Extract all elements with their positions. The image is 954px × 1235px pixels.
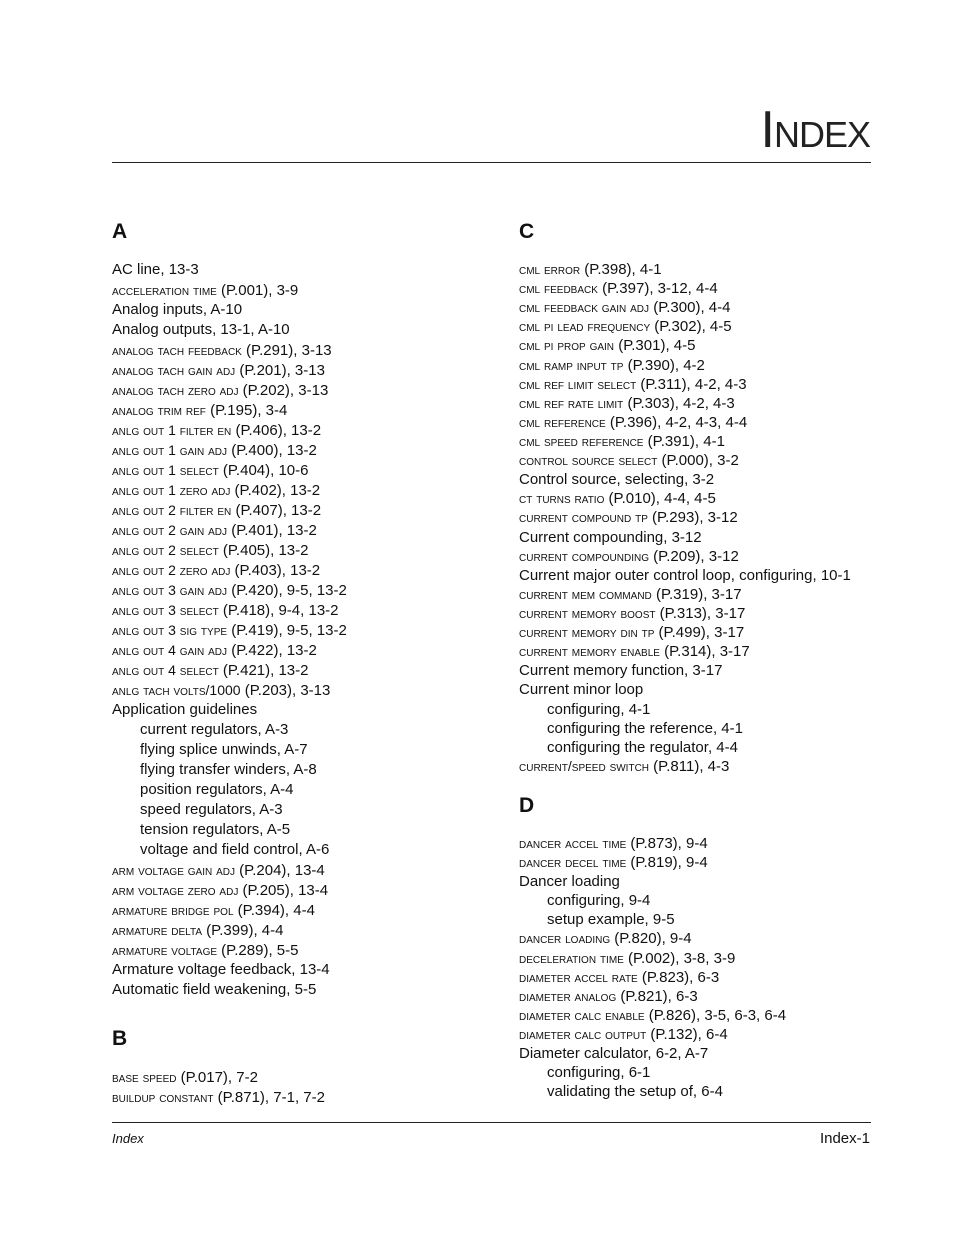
entry-text: tension regulators, A-5 bbox=[140, 821, 291, 838]
index-entry bbox=[519, 260, 879, 279]
entry-text: (P.303), 4-2, 4-3 bbox=[623, 394, 735, 412]
index-entry bbox=[519, 968, 879, 987]
parameter-name: anlg out 4 gain adj bbox=[112, 642, 228, 658]
entry-text: Analog inputs, A-10 bbox=[112, 301, 243, 318]
parameter-name: armature bridge pol bbox=[112, 902, 234, 918]
parameter-name: anlg out 2 filter en bbox=[112, 502, 232, 518]
section-d-entries bbox=[519, 834, 879, 1101]
parameter-name: diameter calc output bbox=[519, 1025, 647, 1042]
entry-text: (P.319), 3-17 bbox=[651, 585, 742, 603]
parameter-name: control source select bbox=[519, 452, 658, 469]
index-entry bbox=[112, 900, 492, 920]
section-letter-a: A bbox=[112, 220, 128, 243]
section-letter-c: C bbox=[519, 220, 535, 243]
entry-text: setup example, 9-5 bbox=[547, 911, 675, 929]
index-entry bbox=[112, 860, 492, 880]
index-entry bbox=[519, 680, 879, 699]
parameter-name: cml error bbox=[519, 261, 581, 277]
parameter-name: anlg tach volts/1000 bbox=[112, 682, 241, 698]
parameter-name: armature voltage bbox=[112, 942, 218, 958]
index-subentry bbox=[112, 740, 492, 760]
parameter-name: current compound tp bbox=[519, 509, 648, 526]
parameter-name: dancer decel time bbox=[519, 854, 627, 871]
index-subentry bbox=[112, 840, 492, 860]
parameter-name: arm voltage gain adj bbox=[112, 862, 235, 878]
parameter-name: anlg out 3 sig type bbox=[112, 622, 228, 638]
footer-section-name: Index bbox=[112, 1131, 144, 1146]
entry-text: (P.204), 13-4 bbox=[234, 862, 325, 879]
entry-text: (P.314), 3-17 bbox=[659, 643, 750, 661]
index-entry bbox=[519, 1006, 879, 1025]
index-entry bbox=[519, 604, 879, 623]
index-entry bbox=[112, 980, 492, 1000]
parameter-name: anlg out 2 gain adj bbox=[112, 522, 228, 538]
index-entry bbox=[519, 1044, 879, 1063]
entry-text: (P.289), 5-5 bbox=[217, 942, 299, 959]
entry-text: configuring the regulator, 4-4 bbox=[547, 738, 738, 756]
parameter-name: deceleration time bbox=[519, 949, 624, 966]
index-entry bbox=[519, 661, 879, 680]
parameter-name: current compounding bbox=[519, 547, 649, 564]
entry-text: Current major outer control loop, configuring, 10-1 bbox=[519, 566, 851, 584]
entry-text: (P.819), 9-4 bbox=[626, 854, 708, 872]
index-entry bbox=[519, 528, 879, 547]
entry-text: (P.407), 13-2 bbox=[231, 502, 322, 519]
section-c-entries bbox=[519, 260, 879, 776]
index-entry bbox=[112, 340, 492, 360]
index-entry bbox=[112, 460, 492, 480]
parameter-name: current memory din tp bbox=[519, 624, 655, 641]
entry-text: (P.418), 9-4, 13-2 bbox=[218, 602, 339, 619]
index-entry bbox=[112, 1067, 492, 1087]
parameter-name: cml pi lead frequency bbox=[519, 318, 651, 335]
entry-text: (P.401), 13-2 bbox=[227, 522, 317, 539]
index-entry bbox=[519, 317, 879, 336]
parameter-name: acceleration time bbox=[112, 282, 217, 298]
entry-text: (P.396), 4-2, 4-3, 4-4 bbox=[605, 413, 748, 431]
section-a-entries bbox=[112, 260, 492, 1000]
entry-text: (P.293), 3-12 bbox=[647, 509, 738, 527]
entry-text: Armature voltage feedback, 13-4 bbox=[112, 961, 330, 978]
index-entry bbox=[112, 380, 492, 400]
index-subentry bbox=[519, 700, 879, 719]
entry-text: Current minor loop bbox=[519, 681, 644, 699]
index-entry bbox=[112, 400, 492, 420]
entry-text: flying splice unwinds, A-7 bbox=[140, 741, 308, 758]
index-subentry bbox=[112, 820, 492, 840]
index-entry bbox=[519, 489, 879, 508]
index-entry bbox=[112, 960, 492, 980]
entry-text: (P.201), 3-13 bbox=[235, 362, 325, 379]
entry-text: (P.017), 7-2 bbox=[176, 1069, 258, 1086]
entry-text: (P.499), 3-17 bbox=[654, 624, 745, 642]
index-entry bbox=[112, 520, 492, 540]
entry-text: speed regulators, A-3 bbox=[140, 801, 283, 818]
parameter-name: diameter accel rate bbox=[519, 968, 638, 985]
parameter-name: current mem command bbox=[519, 585, 652, 602]
entry-text: (P.209), 3-12 bbox=[649, 547, 739, 565]
index-entry bbox=[112, 420, 492, 440]
entry-text: (P.821), 6-3 bbox=[616, 987, 698, 1005]
index-entry bbox=[519, 279, 879, 298]
entry-text: (P.419), 9-5, 13-2 bbox=[227, 622, 347, 639]
entry-text: Automatic field weakening, 5-5 bbox=[112, 981, 317, 998]
index-entry bbox=[112, 880, 492, 900]
footer-page-number: Index-1 bbox=[819, 1130, 870, 1147]
entry-text: Current compounding, 3-12 bbox=[519, 528, 702, 546]
section-b-entries bbox=[112, 1067, 492, 1107]
entry-text: (P.422), 13-2 bbox=[227, 642, 317, 659]
index-subentry bbox=[112, 780, 492, 800]
index-entry bbox=[519, 375, 879, 394]
parameter-name: analog tach feedback bbox=[112, 342, 242, 358]
entry-text: (P.010), 4-4, 4-5 bbox=[604, 490, 716, 508]
entry-text: Diameter calculator, 6-2, A-7 bbox=[519, 1044, 709, 1062]
entry-text: flying transfer winders, A-8 bbox=[140, 761, 317, 778]
entry-text: Dancer loading bbox=[519, 873, 620, 891]
entry-text: Current memory function, 3-17 bbox=[519, 662, 723, 680]
index-entry bbox=[519, 432, 879, 451]
parameter-name: armature delta bbox=[112, 922, 203, 938]
entry-text: (P.391), 4-1 bbox=[643, 432, 725, 450]
parameter-name: diameter calc enable bbox=[519, 1006, 645, 1023]
index-subentry bbox=[519, 1082, 879, 1101]
parameter-name: base speed bbox=[112, 1069, 177, 1085]
entry-text: (P.002), 3-8, 3-9 bbox=[623, 949, 736, 967]
index-entry bbox=[112, 480, 492, 500]
parameter-name: cml feedback gain adj bbox=[519, 299, 650, 316]
entry-text: (P.202), 3-13 bbox=[238, 382, 329, 399]
entry-text: (P.300), 4-4 bbox=[649, 299, 731, 317]
index-subentry bbox=[112, 720, 492, 740]
entry-text: (P.811), 4-3 bbox=[649, 757, 730, 775]
index-entry bbox=[112, 320, 492, 340]
index-entry bbox=[519, 394, 879, 413]
entry-text: (P.405), 13-2 bbox=[218, 542, 309, 559]
entry-text: (P.397), 3-12, 4-4 bbox=[597, 280, 718, 298]
parameter-name: dancer loading bbox=[519, 930, 611, 947]
index-subentry bbox=[519, 1063, 879, 1082]
index-entry bbox=[112, 1087, 492, 1107]
index-entry bbox=[519, 566, 879, 585]
index-entry bbox=[112, 360, 492, 380]
entry-text: (P.400), 13-2 bbox=[227, 442, 317, 459]
index-entry bbox=[112, 560, 492, 580]
entry-text: (P.420), 9-5, 13-2 bbox=[227, 582, 347, 599]
index-entry bbox=[519, 413, 879, 432]
parameter-name: anlg out 1 zero adj bbox=[112, 482, 231, 498]
index-entry bbox=[112, 920, 492, 940]
index-entry bbox=[519, 508, 879, 527]
index-subentry bbox=[519, 891, 879, 910]
index-entry bbox=[519, 1025, 879, 1044]
index-entry bbox=[519, 356, 879, 375]
parameter-name: diameter analog bbox=[519, 987, 617, 1004]
parameter-name: anlg out 2 zero adj bbox=[112, 562, 231, 578]
entry-text: voltage and field control, A-6 bbox=[140, 841, 330, 858]
entry-text: position regulators, A-4 bbox=[140, 781, 294, 798]
index-entry bbox=[112, 280, 492, 300]
index-entry bbox=[519, 470, 879, 489]
page-title: Index bbox=[760, 101, 870, 159]
entry-text: (P.000), 3-2 bbox=[657, 452, 739, 470]
entry-text: (P.195), 3-4 bbox=[205, 402, 288, 419]
index-entry bbox=[519, 853, 879, 872]
parameter-name: anlg out 2 select bbox=[112, 542, 219, 558]
parameter-name: ct turns ratio bbox=[519, 490, 605, 507]
entry-text: Application guidelines bbox=[112, 701, 258, 718]
entry-text: (P.871), 7-1, 7-2 bbox=[213, 1089, 325, 1106]
parameter-name: analog tach zero adj bbox=[112, 382, 239, 398]
entry-text: (P.421), 13-2 bbox=[218, 662, 309, 679]
parameter-name: anlg out 3 select bbox=[112, 602, 219, 618]
entry-text: (P.301), 4-5 bbox=[614, 337, 696, 355]
entry-text: (P.398), 4-1 bbox=[580, 261, 662, 278]
parameter-name: cml ref rate limit bbox=[519, 394, 624, 411]
index-subentry bbox=[519, 910, 879, 929]
section-letter-d: D bbox=[519, 793, 535, 817]
parameter-name: anlg out 1 filter en bbox=[112, 422, 232, 438]
entry-text: (P.402), 13-2 bbox=[230, 482, 321, 499]
index-entry bbox=[112, 440, 492, 460]
entry-text: validating the setup of, 6-4 bbox=[547, 1083, 723, 1101]
entry-text: (P.132), 6-4 bbox=[646, 1025, 728, 1043]
entry-text: Control source, selecting, 3-2 bbox=[519, 471, 715, 489]
parameter-name: analog trim ref bbox=[112, 402, 206, 418]
index-entry bbox=[112, 660, 492, 680]
index-entry bbox=[112, 680, 492, 700]
entry-text: (P.403), 13-2 bbox=[230, 562, 321, 579]
entry-text: configuring the reference, 4-1 bbox=[547, 719, 743, 737]
index-entry bbox=[519, 949, 879, 968]
index-entry bbox=[112, 620, 492, 640]
index-column-right bbox=[519, 219, 879, 1101]
index-entry bbox=[112, 640, 492, 660]
index-entry bbox=[519, 757, 879, 776]
header-rule bbox=[112, 162, 871, 163]
parameter-name: anlg out 3 gain adj bbox=[112, 582, 228, 598]
parameter-name: cml ref limit select bbox=[519, 375, 637, 392]
entry-text: (P.820), 9-4 bbox=[610, 930, 692, 948]
parameter-name: anlg out 4 select bbox=[112, 662, 219, 678]
parameter-name: analog tach gain adj bbox=[112, 362, 236, 378]
index-entry bbox=[519, 834, 879, 853]
parameter-name: buildup constant bbox=[112, 1089, 214, 1105]
index-entry bbox=[519, 336, 879, 355]
index-entry bbox=[519, 298, 879, 317]
parameter-name: cml pi prop gain bbox=[519, 337, 615, 354]
index-entry bbox=[112, 940, 492, 960]
index-entry bbox=[519, 547, 879, 566]
entry-text: (P.203), 3-13 bbox=[240, 682, 331, 699]
index-subentry bbox=[112, 800, 492, 820]
index-subentry bbox=[112, 760, 492, 780]
entry-text: (P.404), 10-6 bbox=[218, 462, 309, 479]
index-entry bbox=[519, 872, 879, 891]
index-entry bbox=[112, 580, 492, 600]
entry-text: configuring, 9-4 bbox=[547, 892, 651, 910]
index-entry bbox=[112, 500, 492, 520]
index-entry bbox=[519, 987, 879, 1006]
entry-text: (P.406), 13-2 bbox=[231, 422, 322, 439]
parameter-name: current/speed switch bbox=[519, 757, 650, 774]
parameter-name: cml reference bbox=[519, 413, 606, 430]
entry-text: AC line, 13-3 bbox=[112, 261, 199, 278]
parameter-name: dancer accel time bbox=[519, 834, 627, 851]
entry-text: (P.205), 13-4 bbox=[238, 882, 329, 899]
index-entry bbox=[519, 929, 879, 948]
entry-text: (P.313), 3-17 bbox=[655, 604, 746, 622]
index-entry bbox=[519, 642, 879, 661]
index-entry bbox=[112, 600, 492, 620]
entry-text: current regulators, A-3 bbox=[140, 721, 289, 738]
index-entry bbox=[112, 300, 492, 320]
parameter-name: arm voltage zero adj bbox=[112, 882, 239, 898]
entry-text: configuring, 6-1 bbox=[547, 1064, 651, 1082]
index-entry bbox=[519, 451, 879, 470]
entry-text: configuring, 4-1 bbox=[547, 700, 651, 718]
index-entry bbox=[519, 585, 879, 604]
entry-text: (P.399), 4-4 bbox=[202, 922, 284, 939]
parameter-name: cml ramp input tp bbox=[519, 356, 624, 373]
entry-text: (P.001), 3-9 bbox=[216, 282, 299, 299]
parameter-name: current memory enable bbox=[519, 643, 660, 660]
entry-text: (P.823), 6-3 bbox=[637, 968, 720, 986]
entry-text: (P.311), 4-2, 4-3 bbox=[636, 375, 747, 393]
entry-text: (P.302), 4-5 bbox=[650, 318, 732, 336]
entry-text: (P.826), 3-5, 6-3, 6-4 bbox=[644, 1006, 787, 1024]
entry-text: (P.394), 4-4 bbox=[233, 902, 315, 919]
entry-text: (P.390), 4-2 bbox=[623, 356, 705, 374]
entry-text: (P.291), 3-13 bbox=[241, 342, 332, 359]
entry-text: (P.873), 9-4 bbox=[626, 834, 708, 852]
index-subentry bbox=[519, 738, 879, 757]
parameter-name: cml speed reference bbox=[519, 432, 644, 449]
parameter-name: current memory boost bbox=[519, 604, 656, 621]
entry-text: Analog outputs, 13-1, A-10 bbox=[112, 321, 290, 338]
parameter-name: cml feedback bbox=[519, 280, 598, 297]
index-entry bbox=[519, 623, 879, 642]
index-column-left bbox=[112, 219, 492, 1107]
section-letter-b: B bbox=[112, 1027, 128, 1050]
footer-rule bbox=[112, 1122, 871, 1123]
parameter-name: anlg out 1 select bbox=[112, 462, 219, 478]
index-entry bbox=[112, 700, 492, 720]
parameter-name: anlg out 1 gain adj bbox=[112, 442, 228, 458]
index-entry bbox=[112, 260, 492, 280]
index-subentry bbox=[519, 719, 879, 738]
index-entry bbox=[112, 540, 492, 560]
